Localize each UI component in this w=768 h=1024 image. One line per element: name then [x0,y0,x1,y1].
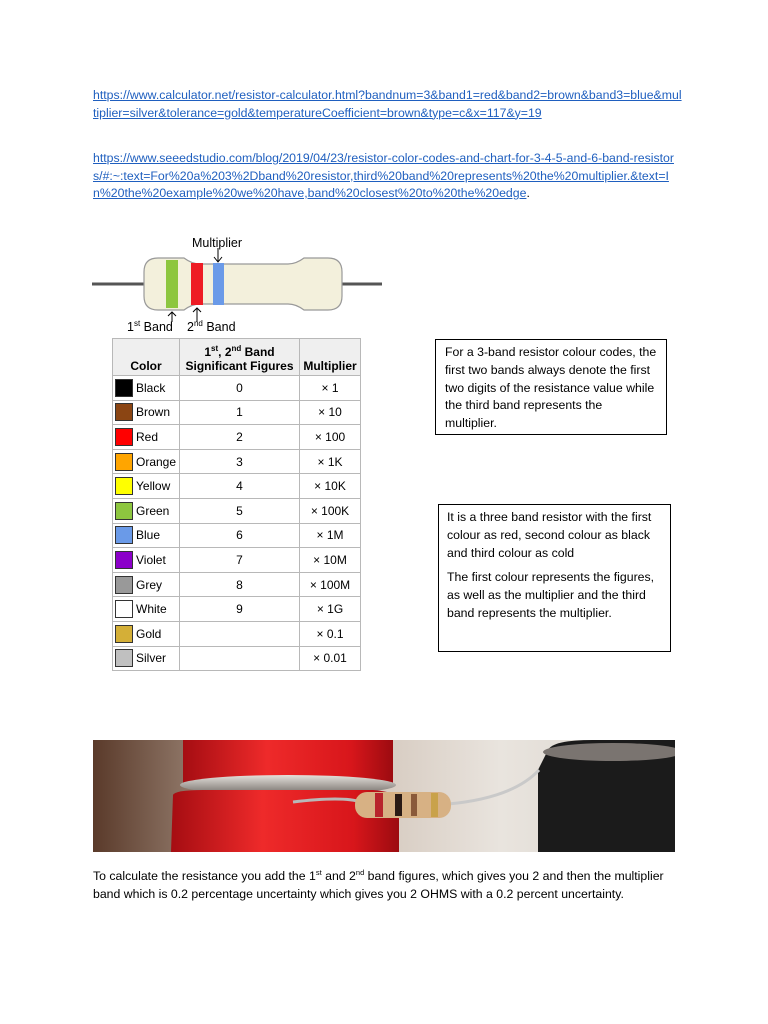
color-swatch [115,526,133,544]
table-row [113,449,361,474]
resistor-photo-illustration [93,740,675,852]
photo-band-red [375,793,383,817]
color-name: Blue [136,528,161,543]
multiplier-cell: × 1G [300,597,361,622]
multiplier-label: Multiplier [192,236,243,250]
reference-link-seeedstudio [93,150,683,203]
figure-cell: 7 [180,548,300,573]
calculator-url-link[interactable]: https://www.calculator.net/resistor-calculator.html?bandnum=3&band1=red&band2=brown&band3=blue&multiplier=silver&tolerance=gold&temperatureCoefficient=brown&type=c&x=117&y=19 [93,88,682,120]
color-cell [113,646,180,671]
table-row [113,621,361,646]
resistor-diagram [92,236,392,336]
figure-cell [180,621,300,646]
photo-band-black [395,794,402,816]
table-row [113,400,361,425]
resistor-photo [93,740,675,852]
observation-paragraph-1: It is a three band resistor with the first colour as red, second colour as black and third colour as cold [447,510,652,560]
figure-cell: 9 [180,597,300,622]
multiplier-cell: × 1 [300,376,361,401]
multiplier-cell: × 10 [300,400,361,425]
color-name: Yellow [136,479,171,494]
figure-cell: 8 [180,572,300,597]
table-row [113,376,361,401]
observation-paragraph-2: The first colour represents the figures, as well as the multiplier and the third band represents the multiplier. [447,570,655,620]
color-swatch [115,551,133,569]
multiplier-cell: × 1M [300,523,361,548]
figure-cell: 2 [180,425,300,450]
color-name: White [136,602,167,617]
color-swatch [115,428,133,446]
resistor-observation-box [438,504,671,652]
resistor-band-2 [191,263,203,305]
multiplier-cell: × 100 [300,425,361,450]
table-row [113,548,361,573]
table-row [113,572,361,597]
figure-cell: 5 [180,498,300,523]
color-cell [113,621,180,646]
color-swatch [115,649,133,667]
band1-label: 1st Band [127,319,173,335]
color-name: Black [136,380,166,395]
reference-link-calculator [93,87,683,122]
color-name: Grey [136,577,163,592]
table-row [113,597,361,622]
color-swatch [115,625,133,643]
three-band-explanation-box [435,339,667,435]
color-name: Green [136,503,170,518]
link-trailing-period: . [526,186,530,200]
multiplier-cell: × 100M [300,572,361,597]
table-row [113,425,361,450]
multiplier-cell: × 0.1 [300,621,361,646]
color-cell [113,498,180,523]
color-swatch [115,403,133,421]
color-name: Red [136,429,159,444]
conclusion-paragraph: To calculate the resistance you add the 1st and 2nd band figures, which gives you 2 and then the multiplier band which is 0.2 percentage uncertainty which gives you 2 OHMS with a 0.2 percent uncertainty. [93,868,664,902]
color-name: Orange [136,454,177,469]
resistor-band-1 [166,260,178,308]
photo-band-gold [431,793,438,817]
color-cell [113,523,180,548]
color-swatch [115,502,133,520]
color-swatch [115,576,133,594]
figure-cell: 6 [180,523,300,548]
figure-cell [180,646,300,671]
multiplier-cell: × 100K [300,498,361,523]
color-name: Violet [136,552,166,567]
figure-cell: 4 [180,474,300,499]
multiplier-cell: × 0.01 [300,646,361,671]
color-swatch [115,453,133,471]
color-name: Brown [136,405,171,420]
multiplier-cell: × 10M [300,548,361,573]
header-significant-figures: 1st, 2nd Band Significant Figures [180,339,300,376]
header-color: Color [113,339,180,376]
color-cell [113,474,180,499]
table-body [113,376,361,671]
figure-cell: 0 [180,376,300,401]
table-row [113,646,361,671]
color-swatch [115,379,133,397]
figure-cell: 3 [180,449,300,474]
figure-cell: 1 [180,400,300,425]
resistor-band-3 [213,263,224,305]
color-cell [113,548,180,573]
color-swatch [115,477,133,495]
three-band-explanation-text: For a 3-band resistor colour codes, the first two bands always denote the first two digits of the resistance value while the third band represents the multiplier. [445,345,657,431]
color-name: Gold [136,626,162,641]
seeedstudio-url-link[interactable]: https://www.seeedstudio.com/blog/2019/04/23/resistor-color-codes-and-chart-for-3-4-5-and-6-band-resistors/#:~:text=For%20a%203%2Dband%20resistor,third%20band%20represents%20the%20multiplier.&text=In%20the%20example%20we%20have,band%20closest%20to%20the%20edge [93,151,674,200]
header-multiplier: Multiplier [300,339,361,376]
color-name: Silver [136,651,167,666]
table-row [113,474,361,499]
color-cell [113,449,180,474]
photo-band-brown [411,794,417,816]
table-row [113,523,361,548]
band2-label: 2nd Band [187,319,236,335]
color-cell [113,425,180,450]
color-cell [113,400,180,425]
color-swatch [115,600,133,618]
table-row [113,498,361,523]
multiplier-cell: × 10K [300,474,361,499]
table-header-row [113,339,361,376]
color-cell [113,572,180,597]
color-cell [113,376,180,401]
resistor-color-code-table [112,338,361,671]
multiplier-cell: × 1K [300,449,361,474]
color-cell [113,597,180,622]
